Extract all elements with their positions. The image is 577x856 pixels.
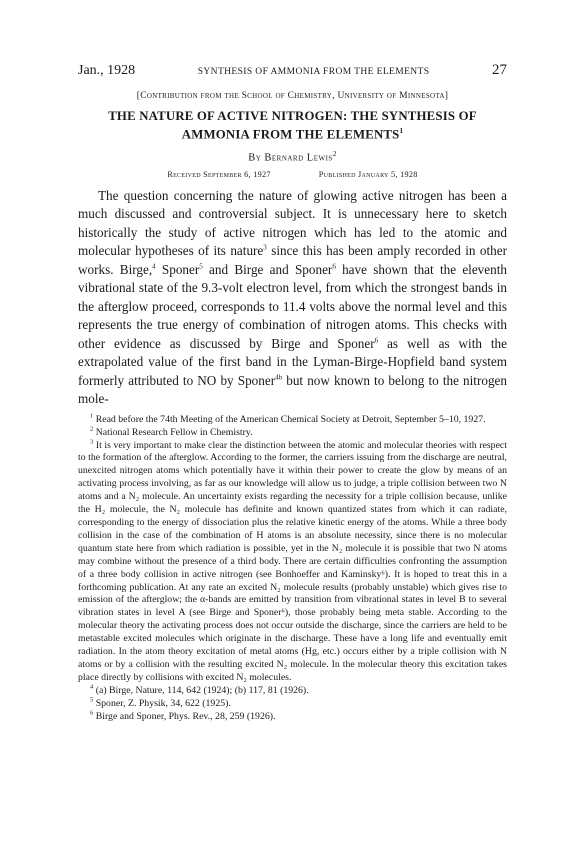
page-number: 27 (492, 62, 507, 78)
contribution-line: [Contribution from the School of Chemistry, University of Minnesota] (136, 91, 449, 101)
body-paragraph: The question concerning the nature of glowing active nitrogen has been a much discussed and controversial subject. It is unnecessary here to sketch historically the study of active nitrogen which has led to the atomic and molecular hypotheses of its nature$^3$ since this has been amply recorded in other works. Birge,$^4$ Sponer$^5$ and Birge and Sponer$^6$ have shown that the eleventh vibrational state of the 9.3-volt electron level, from which the strongest bands in the afterglow proceed, corresponds to 11.4 volts above the normal level and this represents the true energy of combination of nitrogen atoms. This checks with other evidence as discussed by Birge and Sponer$^6$ as well as with the extrapolated value of the first band in the Lyman-Birge-Hopfield band system formerly attributed to NO by Sponer$^{4b}$ but now known to belong to the nitrogen mole- (78, 187, 508, 407)
author-footnote-ref: 2 (332, 150, 337, 159)
title-footnote-ref: 1 (399, 127, 404, 135)
footnote-1: $^1$ Read before the 74th Meeting of the American Chemical Society at Detroit, September 5–10, 1927. (90, 412, 486, 425)
footnote-6: $^6$ Birge and Sponer, Phys. Rev., 28, 259 (1926). (90, 709, 276, 722)
title-line-1: THE NATURE OF ACTIVE NITROGEN: THE SYNTHESIS OF (108, 109, 477, 123)
footnote-3: $^3$ It is very important to make clear the distinction between the atomic and molecular theories with respect to the formation of the afterglow. According to the former, the carriers issuing from the discharge are neutral, unexcited nitrogen atoms which potentially have it within their power to create the glow by means of an activating process involving, as far as our knowledge will allow us to judge, a triple collision between two N atoms and a N₂ molecule. An uncertainty exists regarding the necessity for a triple collision because, unlike the H₂ molecule, the N₂ molecule has definite and known quantized states from which it can radiate, corresponding to the energy of dissociation plus the relative kinetic energy of the atoms. While a three body collision in the case of the combination of H atoms is an absolute necessity, since there is no molecular quantum state here from which radiation is possible, yet in the N₂ molecule it is possible that two N atoms may combine without the presence of a third body. There are certain difficulties confronting the assumption of a three body collision in active nitrogen (see Bonhoeffer and Kaminsky⁶). It is hoped to treat this in a forthcoming publication. At any rate an excited N₂ molecule results (probably unstable) which gives rise to emission of the afterglow; the α-bands are emitted by transition from vibrational states in level B to several vibration states in level A (see Birge and Sponer⁶), those probably being meta stable. According to the molecular theory the activating process does not occur outside the discharge, since the carriers are held to be metastable excited molecules which originate in the discharge. These have a long life and eventually emit radiation. In the atom theory excitation of metal atoms (Hg, etc.) occurs either by a triple collision with N atoms or by a collision with the resulting excited N₂ molecule. In the molecular theory this excitation takes place directly by collisions with excited N₂ molecules. (78, 438, 507, 683)
footnote-4: $^4$ (a) Birge, Nature, 114, 642 (1924); (b) 117, 81 (1926). (90, 683, 309, 696)
footnotes (78, 414, 507, 724)
footnote-2: $^2$ National Research Fellow in Chemistry. (90, 425, 253, 438)
issue-date: Jan., 1928 (78, 63, 136, 78)
published-date: Published January 5, 1928 (318, 169, 418, 179)
author-byline: By Bernard Lewis$^2$ (248, 150, 337, 164)
footnote-5: $^5$ Sponer, Z. Physik, 34, 622 (1925). (90, 696, 231, 709)
title-line-2: AMMONIA FROM THE ELEMENTS$^1$ (181, 127, 404, 142)
running-head (78, 62, 507, 79)
dates-line (78, 170, 507, 179)
received-date: Received September 6, 1927 (167, 169, 271, 179)
article-title (78, 109, 507, 142)
running-title: SYNTHESIS OF AMMONIA FROM THE ELEMENTS (197, 67, 430, 77)
